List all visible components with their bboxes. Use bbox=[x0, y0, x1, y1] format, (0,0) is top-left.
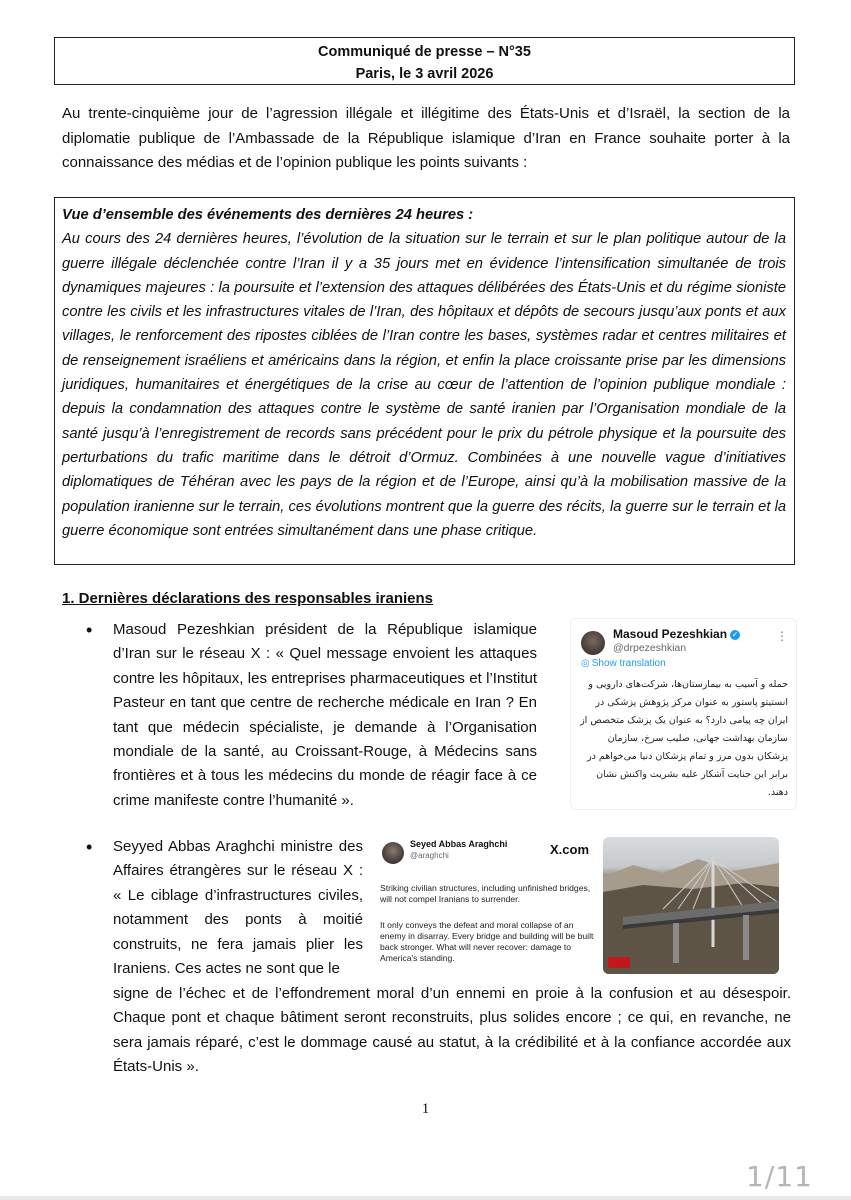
tweet-card-araghchi bbox=[370, 830, 785, 980]
section-title: 1. Dernières déclarations des responsables iraniens bbox=[62, 590, 434, 607]
tweet-author-handle: @drpezeshkian bbox=[613, 642, 687, 654]
avatar bbox=[382, 842, 404, 864]
verified-badge-icon: ✓ bbox=[731, 630, 739, 639]
statement-araghchi-part1: Seyyed Abbas Araghchi ministre des Affaires étrangères sur le réseau X : « Le ciblage d’infrastructures civiles, notamment des ponts à moitié construits, ne fera jamais plier les Iraniens. Ces actes ne sont que le bbox=[113, 838, 363, 978]
tweet-text-paragraph: Striking civilian structures, including unfinished bridges, will not compel Iranians to surrender. bbox=[380, 883, 591, 904]
page-number: 1 bbox=[421, 1101, 430, 1117]
statement-pezeshkian: Masoud Pezeshkian président de la République islamique d’Iran sur le réseau X : « Quel message envoient les attaques contre les hôpitaux, les entreprises pharmaceutiques et l’Institut Pasteur en tant que centre de recherche médicale en Iran ? En tant que médecin spécialiste, je demande à l’Organisation mondiale de la santé, au Croissant-Rouge, à Médecins sans frontières et à tous les médecins du monde de réagir face à ce crime manifeste contre l’humanité ». bbox=[113, 621, 537, 809]
tweet-text-paragraph: It only conveys the defeat and moral collapse of an enemy in disarray. Every bridge and building will be built back stronger. What will never recover: damage to America's standing. bbox=[380, 920, 594, 963]
bridge-photo bbox=[603, 837, 779, 974]
bridge-illustration bbox=[603, 837, 779, 974]
overview-body: Au cours des 24 dernières heures, l’évolution de la situation sur le terrain et sur le plan politique autour de la guerre illégale déclenchée contre l’Iran il y a 35 jours met en évidence l’intensification simultanée de trois dynamiques majeures : la poursuite et l’extension des attaques délibérées des États-Unis et du régime sioniste contre les civils et les infrastructures vitales de l’Iran, des hôpitaux et dépôts de secours jusqu’aux ponts et aux villages, le renforcement des ripostes ciblées de l’Iran contre les bases, systèmes radar et centres militaires et de renseignement israéliens et américains dans la région, et enfin la place croissante prise par les dimensions juridiques, humanitaires et énergétiques de la crise au cœur de l’attention de l’opinion publique mondiale : depuis la condamnation des attaques contre le système de santé iranien par l’Organisation mondiale de la santé jusqu’à l’enregistrement de records sans précédent pour le prix du pétrole physique et la poursuite des perturbations du trafic maritime dans le détroit d’Ormuz. Combinées à une nouvelle vague d’initiatives diplomatiques de Téhéran avec les pays de la région et de l’Europe, ainsi qu’à la mobilisation massive de la population iranienne sur le terrain, ces évolutions montrent que la guerre des récits, la guerre sur le terrain et la guerre économique sont entrées simultanément dans une phase critique. bbox=[62, 231, 786, 539]
press-release-title: Communiqué de presse – N°35 bbox=[318, 44, 531, 60]
avatar bbox=[581, 631, 605, 655]
intro-paragraph: Au trente-cinquième jour de l’agression illégale et illégitime des États-Unis et d’Israël, la section de la diplomatie publique de l’Ambassade de la République islamique d’Iran en France souhaite porter à la connaissance des médias et de l’opinion publique les points suivants : bbox=[62, 105, 790, 171]
tweet-author-handle: @araghchi bbox=[410, 851, 449, 860]
pdf-page-counter: 1/11 bbox=[746, 1160, 813, 1193]
x-com-logo: X.com bbox=[550, 842, 590, 857]
tweet-text: حمله و آسیب به بیمارستان‌ها، شرکت‌های دارویی و انستیتو پاستور به عنوان مرکز پژوهش پزشکی در ایران چه پیامی دارد؟ به عنوان یک پزشک متخصص از سازمان بهداشت جهانی، صلیب سرخ، سازمان پزشکان بدون مرز و تمام پزشکان دنیا می‌خواهم در برابر این جنایت آشکار علیه بشریت واکنش نشان دهند. bbox=[580, 679, 788, 798]
overview-box bbox=[54, 197, 795, 565]
press-release-header bbox=[54, 37, 795, 85]
show-translation-link: ◎ Show translation bbox=[581, 658, 666, 669]
statement-araghchi-part2: signe de l’échec et de l’effondrement moral d’un ennemi en proie à la confusion et au désespoir. Chaque pont et chaque bâtiment seront reconstruits, plus solides encore ; ce qui, en revanche, ne sera jamais réparé, c’est le dommage causé au statut, à la crédibilité et à la confiance accordée aux États-Unis ». bbox=[113, 985, 791, 1076]
overview-title: Vue d’ensemble des événements des dernières 24 heures : bbox=[62, 207, 474, 223]
more-options-icon: ⋮ bbox=[776, 629, 788, 643]
bullet-icon: • bbox=[86, 837, 93, 857]
bullet-icon: • bbox=[86, 620, 93, 640]
tweet-author-name: Seyed Abbas Araghchi bbox=[410, 839, 508, 849]
divider bbox=[0, 1196, 851, 1200]
press-release-date: Paris, le 3 avril 2026 bbox=[355, 66, 494, 82]
tweet-card-pezeshkian bbox=[570, 618, 797, 810]
news-logo bbox=[608, 957, 630, 968]
tweet-author-name: Masoud Pezeshkian ✓ bbox=[613, 627, 739, 641]
globe-icon: ◎ bbox=[581, 658, 590, 669]
